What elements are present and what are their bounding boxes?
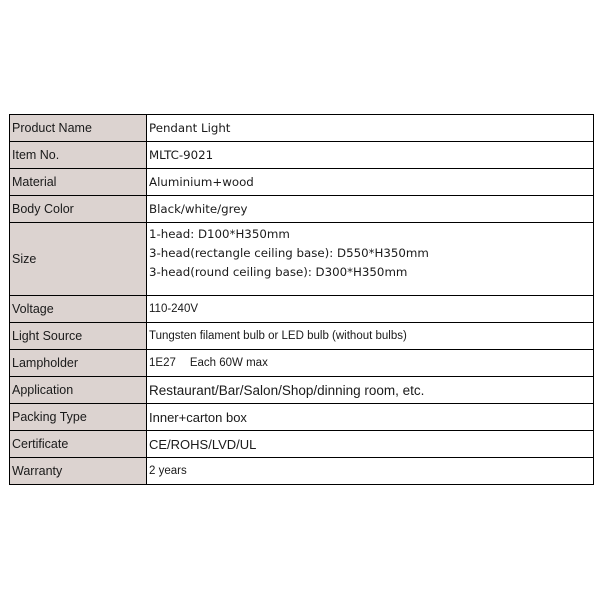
lampholder-socket: 1E27 — [149, 357, 176, 369]
row-value-item-no: MLTC-9021 — [147, 142, 594, 169]
row-label-lampholder: Lampholder — [10, 350, 147, 377]
size-line: 1-head: D100*H350mm — [149, 227, 290, 241]
row-label-packing-type: Packing Type — [10, 404, 147, 431]
table-row — [10, 196, 594, 223]
row-label-application: Application — [10, 377, 147, 404]
row-label-certificate: Certificate — [10, 431, 147, 458]
row-label-voltage: Voltage — [10, 296, 147, 323]
row-value-material: Aluminium+wood — [147, 169, 594, 196]
row-value-lampholder — [147, 350, 594, 377]
table-row — [10, 223, 594, 296]
row-label-warranty: Warranty — [10, 458, 147, 485]
row-value-product-name: Pendant Light — [147, 115, 594, 142]
table-row — [10, 115, 594, 142]
row-label-body-color: Body Color — [10, 196, 147, 223]
product-spec-table — [9, 114, 594, 485]
table-row — [10, 323, 594, 350]
table-row — [10, 169, 594, 196]
table-row — [10, 296, 594, 323]
row-value-application: Restaurant/Bar/Salon/Shop/dinning room, etc. — [147, 377, 594, 404]
row-value-light-source: Tungsten filament bulb or LED bulb (without bulbs) — [147, 323, 594, 350]
table-row — [10, 431, 594, 458]
row-label-light-source: Light Source — [10, 323, 147, 350]
table-row — [10, 377, 594, 404]
table-row — [10, 404, 594, 431]
table-row — [10, 458, 594, 485]
row-value-size — [147, 223, 594, 296]
row-label-product-name: Product Name — [10, 115, 147, 142]
row-label-size: Size — [10, 223, 147, 296]
row-label-item-no: Item No. — [10, 142, 147, 169]
size-line: 3-head(rectangle ceiling base): D550*H350mm — [149, 246, 429, 260]
row-label-material: Material — [10, 169, 147, 196]
row-value-warranty: 2 years — [147, 458, 594, 485]
table-row — [10, 350, 594, 377]
lampholder-wattage: Each 60W max — [189, 357, 268, 369]
row-value-body-color: Black/white/grey — [147, 196, 594, 223]
table-row — [10, 142, 594, 169]
size-line: 3-head(round ceiling base): D300*H350mm — [149, 265, 408, 279]
row-value-packing-type: Inner+carton box — [147, 404, 594, 431]
row-value-certificate: CE/ROHS/LVD/UL — [147, 431, 594, 458]
row-value-voltage: 110-240V — [147, 296, 594, 323]
